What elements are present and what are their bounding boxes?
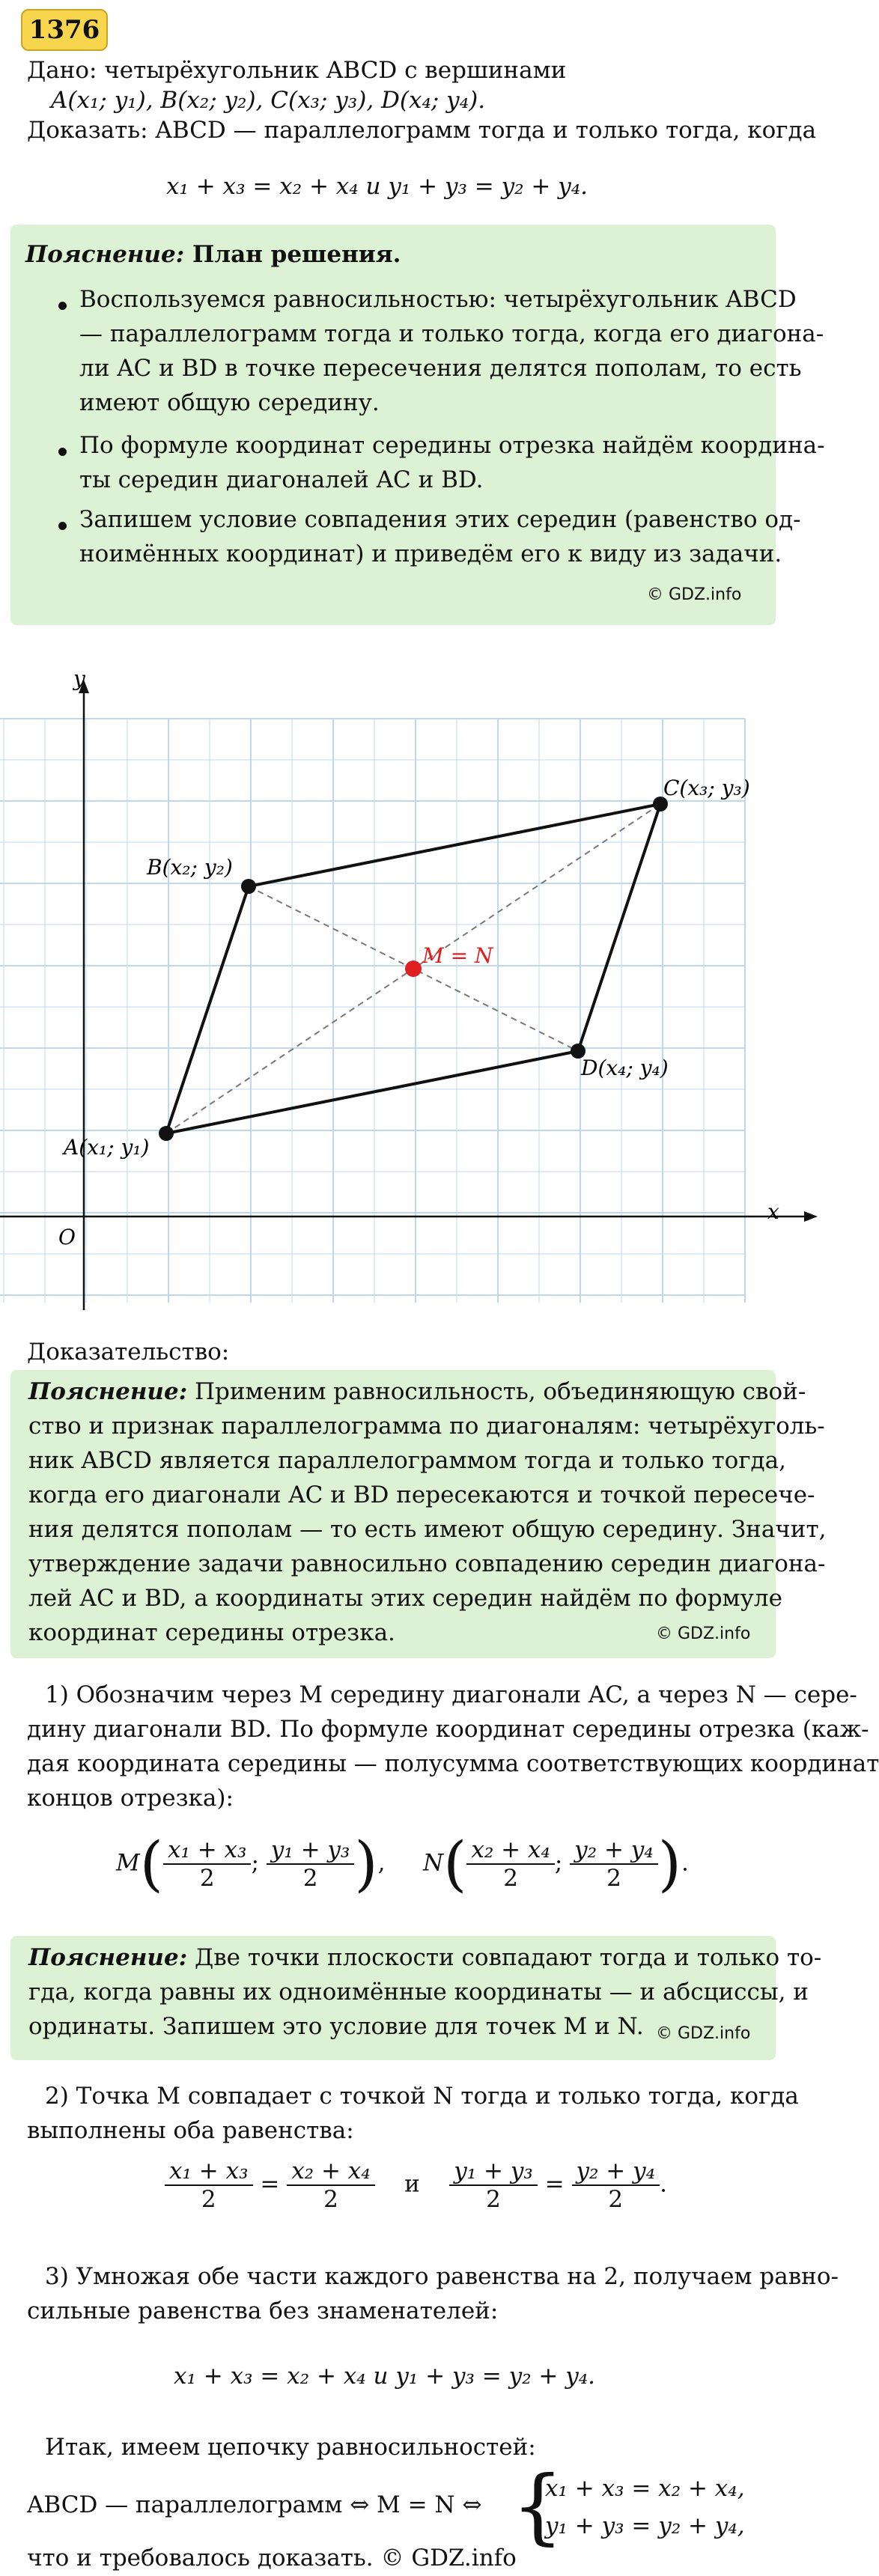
system-brace: { bbox=[511, 2458, 564, 2554]
n-num-y: y₂ + y₄ bbox=[570, 1836, 658, 1865]
point-midpoint bbox=[405, 960, 422, 977]
plan-b3-l1: Запишем условие совпадения этих середин (равенство од- bbox=[79, 506, 801, 533]
expl1-copyright: © GDZ.info bbox=[656, 1625, 751, 1643]
eq-c-num: y₁ + y₃ bbox=[449, 2158, 538, 2186]
given-line-2: A(x₁; y₁), B(x₂; y₂), C(x₃; y₃), D(x₄; y₄). bbox=[51, 87, 486, 114]
expl1-line-7: лей AC и BD, а координаты этих середин найдём по формуле bbox=[28, 1585, 782, 1612]
expl2-line-1 bbox=[28, 1940, 821, 1975]
step3-equation: x₁ + x₃ = x₂ + x₄ и y₁ + y₃ = y₂ + y₄. bbox=[174, 2363, 596, 2390]
m-den-y: 2 bbox=[302, 1865, 318, 1892]
n-den-x: 2 bbox=[503, 1865, 518, 1892]
n-num-x: x₂ + x₄ bbox=[466, 1836, 555, 1865]
expl1-line-6: утверждение задачи равносильно совпадению середин диагона- bbox=[28, 1550, 826, 1577]
given-line-1: Дано: четырёхугольник ABCD с вершинами bbox=[27, 57, 567, 84]
coordinate-graph bbox=[0, 659, 786, 1318]
eq-c-den: 2 bbox=[486, 2186, 501, 2213]
m-num-y: y₁ + y₃ bbox=[267, 1836, 355, 1865]
eq-a-den: 2 bbox=[201, 2186, 216, 2213]
expl2-copyright: © GDZ.info bbox=[656, 2024, 751, 2043]
plan-b3-l2: ноимённых координат) и приведём его к виду из задачи. bbox=[79, 541, 782, 567]
step1-line-1: 1) Обозначим через M середину диагонали AC, а через N — сере- bbox=[45, 1681, 857, 1708]
label-d: D(x₄; y₄) bbox=[581, 1056, 669, 1080]
expl2-line-2: гда, когда равны их одноимённые координаты — и абсциссы, и bbox=[28, 1979, 809, 2006]
plan-b2-l1: По формуле координат середины отрезка найдём координа- bbox=[79, 432, 825, 459]
y-axis-label: y bbox=[73, 666, 85, 691]
proof-label: Доказательство: bbox=[27, 1339, 230, 1365]
plan-box bbox=[10, 225, 825, 625]
axes bbox=[0, 680, 818, 1310]
eq-d-num: y₂ + y₄ bbox=[572, 2158, 660, 2186]
step1-line-3: дая координата середины — полусумма соответствующих координат bbox=[27, 1750, 879, 1777]
prove-line: Доказать: ABCD — параллелограмм тогда и только тогда, когда bbox=[27, 117, 817, 144]
point-b bbox=[241, 879, 256, 894]
prove-equation: x₁ + x₃ = x₂ + x₄ и y₁ + y₃ = y₂ + y₄. bbox=[166, 173, 588, 200]
origin-label: O bbox=[58, 1225, 76, 1249]
step3-line-2: сильные равенства без знаменателей: bbox=[27, 2298, 499, 2324]
x-axis-label: x bbox=[767, 1199, 779, 1224]
plan-b1-l4: имеют общую середину. bbox=[79, 389, 380, 416]
expl1-lead: Пояснение: bbox=[28, 1378, 188, 1405]
midpoint-m-formula: M( $\frac{\text{x₁ + x₃}}{2}$ ; $\frac{\text{y₁ + y₃}}{2}$ ), bbox=[116, 1829, 386, 1898]
eq-b-den: 2 bbox=[323, 2186, 338, 2213]
n-name: N bbox=[423, 1849, 444, 1877]
final-line: что и требовалось доказать. © GDZ.info bbox=[27, 2545, 517, 2572]
point-a bbox=[159, 1126, 174, 1141]
expl2-lead: Пояснение: bbox=[28, 1944, 188, 1971]
label-c: C(x₃; y₃) bbox=[663, 776, 750, 800]
step3-line-1: 3) Умножая обе части каждого равенства на 2, получаем равно- bbox=[45, 2263, 839, 2290]
plan-b1-l3: ли AC и BD в точке пересечения делятся пополам, то есть bbox=[79, 355, 802, 382]
midpoint-n-formula: N( $\frac{\text{x₂ + x₄}}{2}$ ; $\frac{\text{y₂ + y₄}}{2}$ ). bbox=[423, 1829, 689, 1898]
eq-b-num: x₂ + x₄ bbox=[287, 2158, 375, 2186]
expl1-line-1-text: Применим равносильность, объединяющую свой- bbox=[195, 1378, 806, 1405]
bullet-1 bbox=[58, 302, 67, 310]
step2-equations: $\frac{\text{x₁ + x₃}}{2}$ = $\frac{\text{x₂ + x₄}}{2}$ и $\frac{\text{y₁ + y₃}}{2}$ = $\frac{\text{y₂ + y₄}}{2}$ . bbox=[165, 2158, 667, 2213]
explanation-box-1 bbox=[10, 1370, 827, 1658]
chain-system-1: x₁ + x₃ = x₂ + x₄, bbox=[545, 2475, 745, 2502]
m-num-x: x₁ + x₃ bbox=[163, 1836, 252, 1865]
plan-b1-l1: Воспользуемся равносильностью: четырёхугольник ABCD bbox=[79, 286, 797, 313]
expl2-line-3: ординаты. Запишем это условие для точек M и N. bbox=[28, 2013, 644, 2040]
plan-title-lead: Пояснение: bbox=[25, 241, 185, 268]
step2-line-2: выполнены оба равенства: bbox=[27, 2117, 354, 2144]
m-den-x: 2 bbox=[199, 1865, 215, 1892]
expl1-line-2: ство и признак параллелограмма по диагоналям: четырёхуголь- bbox=[28, 1413, 825, 1440]
plan-b2-l2: ты середин диагоналей AC и BD. bbox=[79, 466, 484, 493]
step2-line-1: 2) Точка M совпадает с точкой N тогда и только тогда, когда bbox=[45, 2083, 799, 2110]
expl1-line-3: ник ABCD является параллелограммом тогда и только тогда, bbox=[28, 1447, 786, 1474]
grid-lines bbox=[0, 719, 745, 1303]
plan-title-rest: План решения. bbox=[184, 241, 401, 268]
step1-line-2: дину диагонали BD. По формуле координат середины отрезка (каж- bbox=[27, 1716, 869, 1743]
plan-title bbox=[25, 241, 401, 268]
label-midpoint: M = N bbox=[422, 943, 493, 968]
bullet-2 bbox=[58, 448, 67, 456]
expl1-line-5: ния делятся пополам — то есть имеют общую середину. Значит, bbox=[28, 1516, 827, 1543]
explanation-box-2 bbox=[10, 1936, 822, 2060]
step1-line-4: концов отрезка): bbox=[27, 1785, 234, 1812]
label-a: A(x₁; y₁) bbox=[64, 1135, 150, 1160]
expl1-line-1 bbox=[28, 1374, 806, 1409]
chain-intro: Итак, имеем цепочку равносильностей: bbox=[45, 2434, 536, 2461]
eq-a-num: x₁ + x₃ bbox=[165, 2158, 253, 2186]
plan-copyright: © GDZ.info bbox=[647, 585, 742, 604]
expl2-line-1-text: Две точки плоскости совпадают тогда и только то- bbox=[195, 1944, 822, 1971]
chain-system-2: y₁ + y₃ = y₂ + y₄, bbox=[545, 2512, 745, 2539]
expl1-line-4: когда его диагонали AC и BD пересекаются и точкой пересече- bbox=[28, 1482, 815, 1508]
problem-number-badge: 1376 bbox=[21, 9, 108, 51]
label-b: B(x₂; y₂) bbox=[147, 855, 233, 880]
plan-b1-l2: — параллелограмм тогда и только тогда, когда его диагона- bbox=[79, 320, 824, 347]
eq-d-den: 2 bbox=[608, 2186, 624, 2213]
eq-and: и bbox=[404, 2170, 420, 2198]
m-name: M bbox=[116, 1849, 140, 1877]
expl1-line-8: координат середины отрезка. bbox=[28, 1619, 395, 1646]
chain-left: ABCD — параллелограмм ⇔ M = N ⇔ bbox=[27, 2491, 482, 2518]
n-den-y: 2 bbox=[606, 1865, 621, 1892]
bullet-3 bbox=[58, 522, 67, 530]
